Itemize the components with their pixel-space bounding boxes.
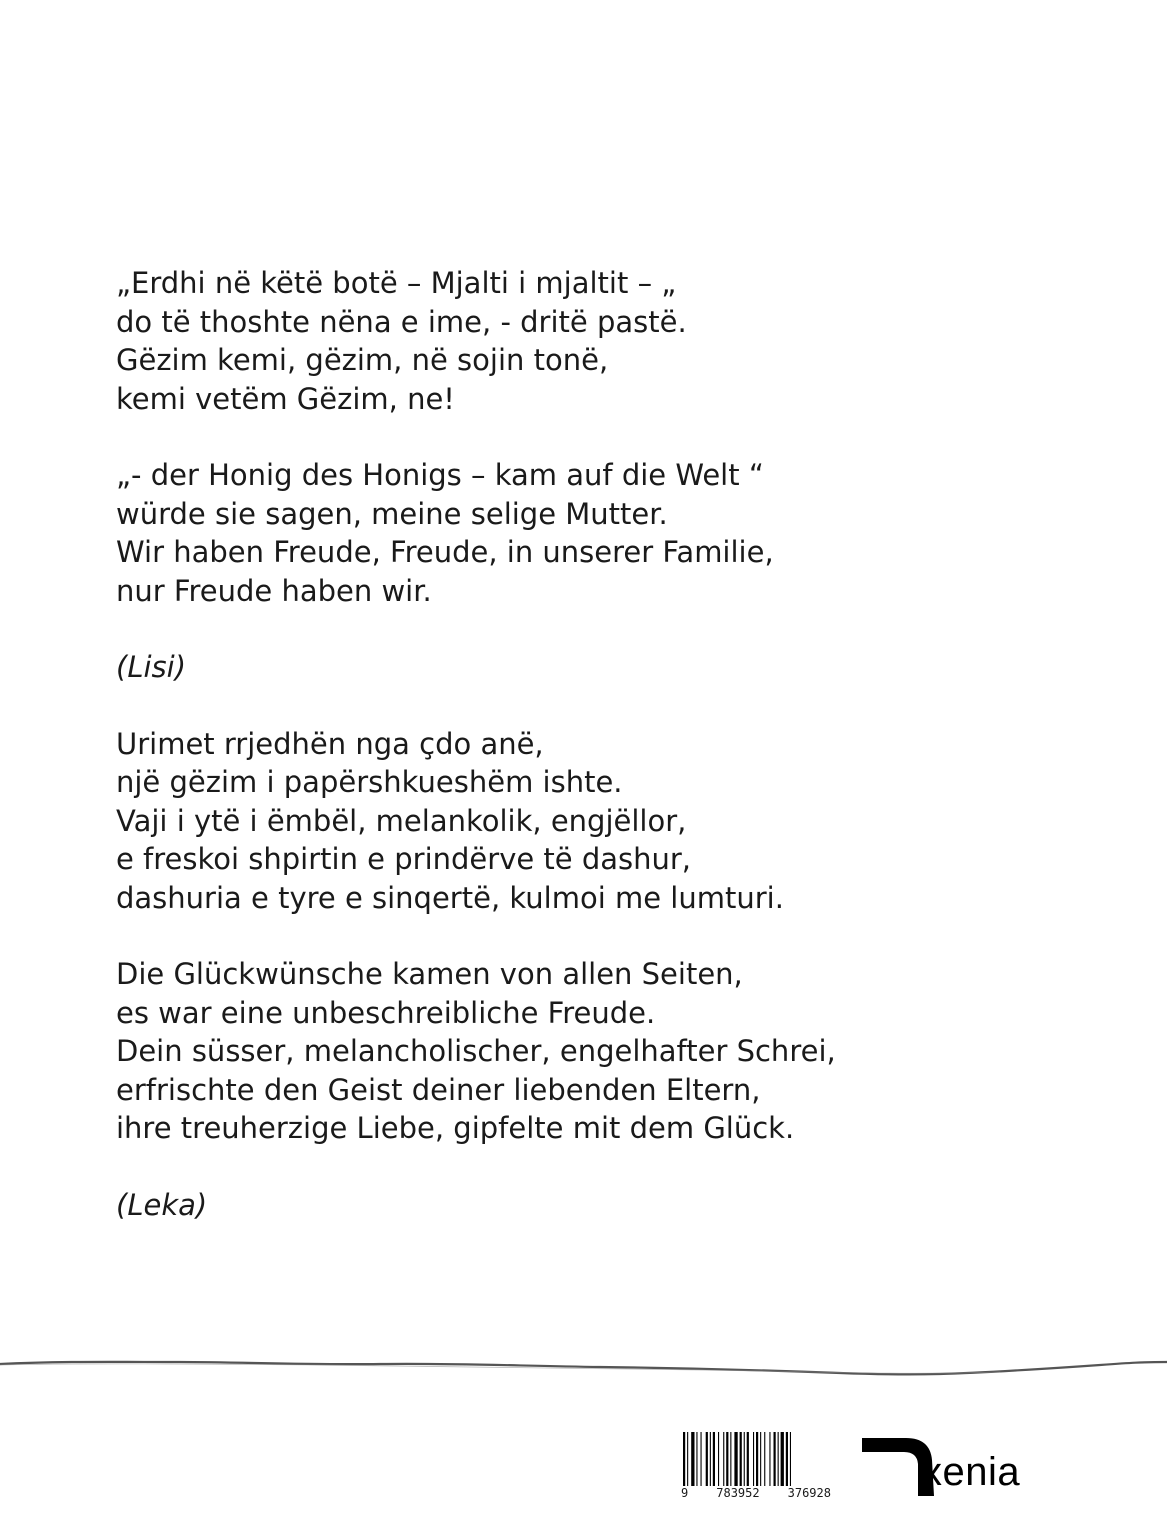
barcode-bar <box>781 1432 784 1488</box>
author-leka: (Leka) <box>116 1187 208 1222</box>
barcode-bar <box>683 1432 685 1488</box>
poem-line: dashuria e tyre e sinqertë, kulmoi me lumturi. <box>116 880 784 915</box>
stanza-albanian-2 <box>116 725 1076 918</box>
poem-line: ihre treuherzige Liebe, gipfelte mit dem Glück. <box>116 1111 795 1145</box>
poem-line: Die Glückwünsche kamen von allen Seiten, <box>116 957 743 991</box>
barcode-bar <box>778 1432 779 1488</box>
barcode-bar <box>753 1432 754 1488</box>
barcode-bar <box>687 1432 688 1488</box>
barcode-bar <box>764 1432 765 1488</box>
barcode-bar <box>710 1432 711 1488</box>
barcode-bar <box>744 1432 745 1488</box>
barcode-bar <box>774 1432 776 1488</box>
barcode-bar <box>756 1432 758 1488</box>
barcode-bar <box>706 1432 708 1488</box>
barcode-bar <box>730 1432 731 1488</box>
poem-line: „Erdhi në këtë botë – Mjalti i mjaltit – „ <box>116 266 677 300</box>
poem-line: würde sie sagen, meine selige Mutter. <box>116 496 668 531</box>
isbn-digit-prefix: 9 <box>681 1486 689 1500</box>
poem-line: Gëzim kemi, gëzim, në sojin tonë, <box>116 343 609 377</box>
poem-line: Urimet rrjedhën nga çdo anë, <box>116 726 544 761</box>
poem-line: Vaji i ytë i ëmbël, melankolik, engjëllor, <box>116 803 687 838</box>
barcode-bar <box>786 1432 788 1488</box>
isbn-digits <box>681 1486 831 1500</box>
poem-line: kemi vetëm Gëzim, ne! <box>116 381 455 416</box>
poem <box>116 264 1076 1262</box>
stanza-german-2 <box>116 955 1076 1148</box>
barcode-bar <box>691 1432 694 1488</box>
barcode-bar <box>760 1432 761 1488</box>
poem-line: es war eine unbeschreibliche Freude. <box>116 995 656 1030</box>
hand-drawn-divider <box>0 1350 1167 1390</box>
barcode-bar <box>726 1432 728 1488</box>
barcode-bar <box>740 1432 742 1488</box>
barcode-bar <box>696 1432 697 1488</box>
poem-line: një gëzim i papërshkueshëm ishte. <box>116 765 623 799</box>
isbn-digit-group-1: 783952 <box>716 1486 760 1500</box>
barcode-bar <box>734 1432 737 1488</box>
barcode-bar <box>723 1432 724 1488</box>
poem-line: nur Freude haben wir. <box>116 573 432 608</box>
barcode-bar <box>701 1432 702 1488</box>
barcode-bar <box>790 1432 791 1488</box>
author-lisi: (Lisi) <box>116 650 187 684</box>
poem-line: Dein süsser, melancholischer, engelhafter Schrei, <box>116 1034 836 1068</box>
stanza-german-1 <box>116 456 1076 610</box>
barcode-bar <box>718 1432 719 1488</box>
poem-line: e freskoi shpirtin e prindërve të dashur, <box>116 842 692 876</box>
poem-line: do të thoshte nëna e ime, - dritë pastë. <box>116 304 687 339</box>
barcode-bar <box>747 1432 749 1488</box>
poem-line: Wir haben Freude, Freude, in unserer Familie, <box>116 535 774 569</box>
publisher-name: xenia <box>922 1450 1021 1494</box>
isbn-digit-group-2: 376928 <box>787 1486 831 1500</box>
poem-line: erfrischte den Geist deiner liebenden Eltern, <box>116 1072 761 1107</box>
stanza-albanian-1 <box>116 264 1076 418</box>
barcode-bar <box>769 1432 770 1488</box>
poem-line: „- der Honig des Honigs – kam auf die Welt “ <box>116 458 764 492</box>
barcode-bar <box>713 1432 715 1488</box>
